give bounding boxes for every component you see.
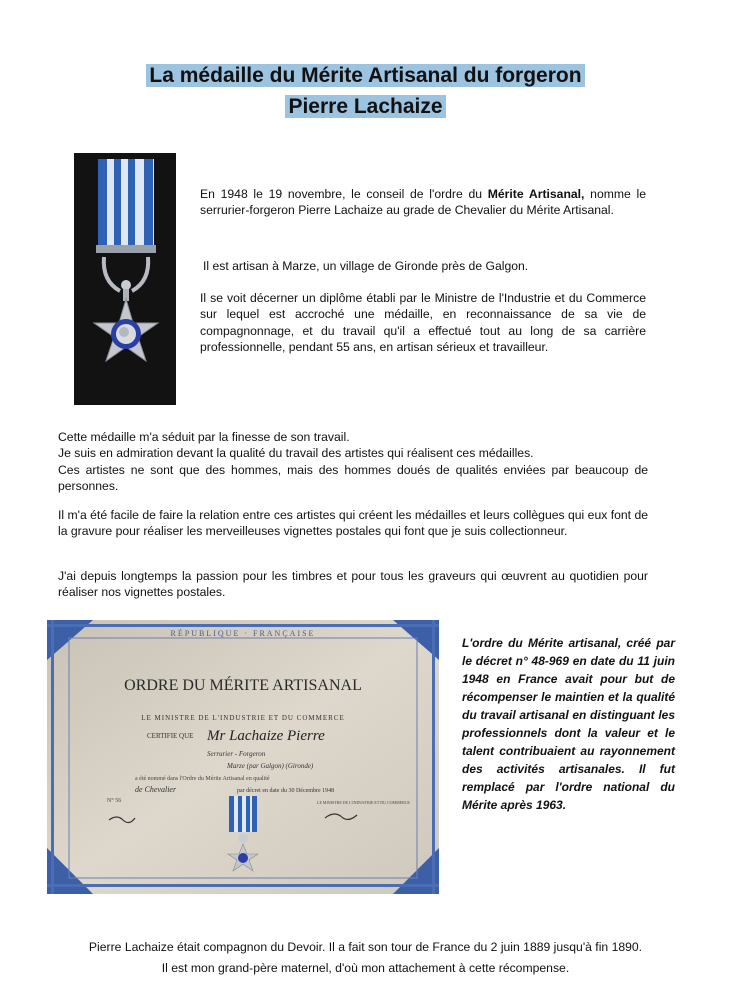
intro-paragraph-3: Il se voit décerner un diplôme établi par le Ministre de l'Industrie et du Commerce sur lequel est accroché une médaille, en reconnaissance de sa vie de compagnonnage, et du travail qu'il a effectué tout au long de sa carrière professionnelle, pendant 55 ans, en artisan sérieux et travailleur. [200,291,646,355]
diploma-name: Mr Lachaize Pierre [207,728,325,744]
footer-line-1: Pierre Lachaize était compagnon du Devoir. Il a fait son tour de France du 2 juin 1889 jusqu'à fin 1890. [88,940,643,954]
diploma-minister-small: LE MINISTRE DE L'INDUSTRIE ET DU COMMERCE [317,800,410,805]
body-line-3: Ces artistes ne sont que des hommes, mais des hommes doués de qualités enviées par beaucoup de personnes. [58,463,648,494]
diploma-admis: a été nommé dans l'Ordre du Mérite Artisanal en qualité [135,776,270,782]
title-line-2: Pierre Lachaize [285,95,445,118]
intro-p1-text-a: En 1948 le 19 novembre, le conseil de l'ordre du [200,187,488,201]
diploma-place: Marze (par Galgon) (Gironde) [227,762,314,770]
body-line-1: Cette médaille m'a séduit par la finesse de son travail. [58,430,350,444]
diploma-republic: RÉPUBLIQUE · FRANÇAISE [170,629,316,638]
intro-paragraph-1 [200,186,646,219]
diploma-number: N° 56 [107,798,122,804]
diploma-order-title: ORDRE DU MÉRITE ARTISANAL [124,677,362,694]
diploma-photo [47,620,439,894]
diploma-grade: de Chevalier [135,785,177,794]
body-paragraph-2: Il m'a été facile de faire la relation entre ces artistes qui créent les médailles et leurs collègues qui eux font de la gravure pour réaliser les merveilleuses vignettes postales qui font que je suis collectionneur. [58,508,648,539]
diploma-image [47,620,439,894]
order-history-text: L'ordre du Mérite artisanal, créé par le décret n° 48-969 en date du 11 juin 1948 en France avait pour but de récompenser le maintien et la qualité du travail artisanal en distinguant les professionnels dont la valeur et le talent contribuaient au rayonnement des activités artisanales. Il fut remplacé par l'ordre national du Mérite après 1963. [462,636,675,812]
body-line-2: Je suis en admiration devant la qualité du travail des artistes qui réalisent ces médailles. [58,446,534,460]
page-title [0,60,731,122]
diploma-decree: par décret en date du 30 Décembre 1948 [237,788,335,794]
title-line-1: La médaille du Mérite Artisanal du forgeron [146,64,584,87]
medal-image [74,153,176,405]
intro-p1-bold: Mérite Artisanal, [487,187,585,201]
footer-line-2: Il est mon grand-père maternel, d'où mon attachement à cette récompense. [161,961,570,975]
intro-paragraph-2: Il est artisan à Marze, un village de Gironde près de Galgon. [203,259,529,273]
diploma-certifie: CERTIFIE QUE [147,732,194,740]
diploma-trade: Serrurier - Forgeron [207,750,266,758]
intro-p1-text-b: nomme le serrurier-forgeron Pierre Lachaize au grade de Chevalier du Mérite Artisanal. [200,187,646,218]
body-paragraph-3: J'ai depuis longtemps la passion pour les timbres et pour tous les graveurs qui œuvrent au quotidien pour réaliser nos vignettes postales. [58,569,648,600]
medal-photo [74,153,176,405]
diploma-minister: LE MINISTRE DE L'INDUSTRIE ET DU COMMERCE [141,714,345,722]
